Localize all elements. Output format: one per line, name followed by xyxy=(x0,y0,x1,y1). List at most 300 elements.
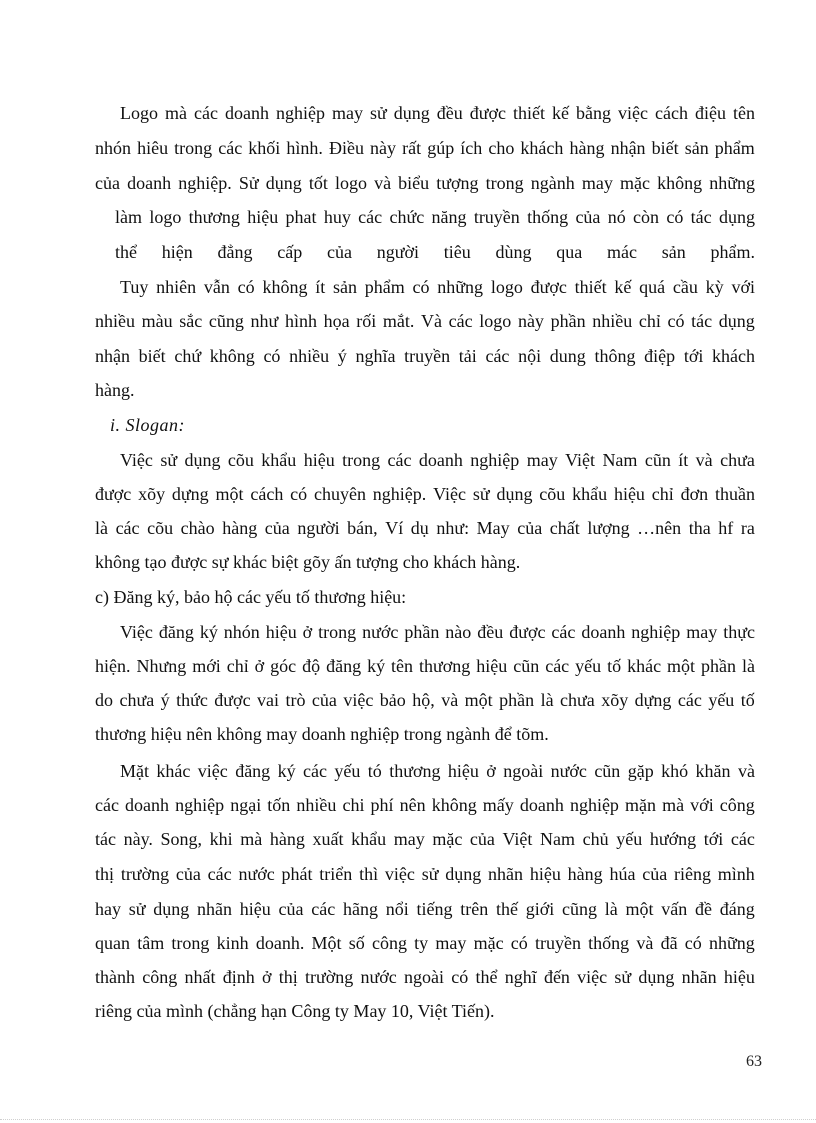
word: nên xyxy=(399,795,426,815)
page-bottom-rule xyxy=(0,1119,816,1120)
word: đề xyxy=(695,899,713,919)
word: và xyxy=(374,173,392,193)
word: dụng xyxy=(393,103,430,123)
word: nhiều xyxy=(289,346,330,366)
paragraph-registration-line-1 xyxy=(120,620,755,644)
word: dụng xyxy=(184,450,221,470)
word: khăn xyxy=(695,761,731,781)
word: không xyxy=(657,173,703,193)
word: cũn xyxy=(594,761,621,781)
word: biết xyxy=(138,346,166,366)
word: được xyxy=(530,277,567,297)
word: yếu xyxy=(708,690,735,710)
word: tác xyxy=(691,311,713,331)
word: logo xyxy=(149,207,182,227)
word: nghiệp xyxy=(470,450,520,470)
word: cách xyxy=(654,103,688,123)
word: quá xyxy=(639,277,666,297)
word: doanh xyxy=(418,450,463,470)
word: các xyxy=(311,899,336,919)
word: của xyxy=(575,207,601,227)
word: tới xyxy=(683,346,704,366)
word: nổi xyxy=(385,899,409,919)
word: biểu xyxy=(398,173,430,193)
word: nào xyxy=(445,622,472,642)
word: khẩu xyxy=(572,484,608,504)
word: biết xyxy=(651,138,679,158)
word: mà xyxy=(662,795,685,815)
word: là xyxy=(540,690,554,710)
word: Nam xyxy=(540,829,576,849)
word: các xyxy=(677,690,702,710)
word: ở xyxy=(302,622,313,642)
word: Điều xyxy=(328,138,364,158)
word: thống xyxy=(588,933,630,953)
word: dụng xyxy=(445,864,482,884)
word: tố xyxy=(740,690,755,710)
word: hiện. xyxy=(95,656,131,676)
word: logo xyxy=(479,311,512,331)
word: ngại xyxy=(230,795,262,815)
word: quan xyxy=(95,933,130,953)
word: của xyxy=(311,690,337,710)
word: tới xyxy=(703,829,724,849)
word: hiệu xyxy=(447,761,479,781)
word: doanh xyxy=(127,173,172,193)
word: công xyxy=(142,967,178,987)
word: lượng xyxy=(587,518,630,538)
word: chào xyxy=(180,518,215,538)
word: việc xyxy=(618,103,648,123)
word: Việt xyxy=(565,450,596,470)
word: ích xyxy=(460,138,483,158)
word: bán, xyxy=(347,518,378,538)
word: khách xyxy=(520,138,564,158)
word: ý xyxy=(160,690,170,710)
word: công xyxy=(371,933,407,953)
paragraph-logo-line-9: hàng. xyxy=(95,380,135,400)
word: ở xyxy=(486,761,496,781)
word: chứ xyxy=(174,346,202,366)
word: phẩm xyxy=(714,138,755,158)
word: ngoài xyxy=(403,967,444,987)
section-heading-slogan: i. Slogan: xyxy=(110,415,185,435)
word: kế xyxy=(552,103,569,123)
word: Việc xyxy=(120,450,153,470)
word: tượng xyxy=(436,173,479,193)
word: may xyxy=(526,450,558,470)
word: thương xyxy=(389,761,441,781)
word: các xyxy=(303,761,327,781)
word: chỉ xyxy=(651,484,674,504)
word: sản xyxy=(661,242,686,262)
word: nghiệp xyxy=(175,795,225,815)
word: Logo xyxy=(120,103,158,123)
word: xuất xyxy=(312,829,344,849)
word: dụng xyxy=(718,311,755,331)
word: sử xyxy=(369,103,387,123)
paragraph-logo-line-2 xyxy=(95,136,755,160)
word: ít xyxy=(315,277,326,297)
word: một xyxy=(667,656,696,676)
word: doanh xyxy=(581,622,626,642)
word: đăng xyxy=(326,656,362,676)
word: khác xyxy=(627,656,662,676)
word: may xyxy=(686,622,718,642)
word: và xyxy=(441,690,459,710)
word: không xyxy=(431,795,477,815)
word: ngoài xyxy=(503,761,544,781)
word: hiệu xyxy=(239,899,271,919)
word: mác xyxy=(607,242,637,262)
paragraph-registration-line-3 xyxy=(95,688,755,712)
word: đơn xyxy=(680,484,709,504)
word: khách xyxy=(712,346,755,366)
word: nhón xyxy=(223,622,260,642)
word: được xyxy=(214,690,251,710)
word: của xyxy=(278,899,304,919)
word: đều xyxy=(436,103,463,123)
word: trên xyxy=(460,899,489,919)
word: đều xyxy=(477,622,504,642)
word: công xyxy=(719,795,755,815)
word: khẩu xyxy=(261,450,297,470)
word: doanh xyxy=(519,795,564,815)
word: định xyxy=(222,967,255,987)
word: có xyxy=(290,484,308,504)
word: hàng xyxy=(567,864,603,884)
word: việc xyxy=(384,864,415,884)
word: có xyxy=(412,277,430,297)
word: phat xyxy=(285,207,317,227)
word: là xyxy=(742,656,755,676)
word: hàng xyxy=(222,518,258,538)
word: dựng xyxy=(171,484,209,504)
paragraph-foreign-line-3 xyxy=(95,827,755,851)
word: nghiệp. xyxy=(178,173,232,193)
word: chất xyxy=(549,518,580,538)
word: hàng xyxy=(269,829,305,849)
word: nước xyxy=(238,864,275,884)
word: phần xyxy=(701,656,737,676)
word: đáng xyxy=(719,899,755,919)
word: thuần xyxy=(714,484,755,504)
word: phần xyxy=(499,690,535,710)
word: đến xyxy=(543,967,570,987)
word: ý xyxy=(337,346,347,366)
word: yếu xyxy=(616,829,643,849)
word: thức xyxy=(176,690,208,710)
word: tên xyxy=(732,103,755,123)
word: doanh xyxy=(125,795,170,815)
word: tiêu xyxy=(443,242,471,262)
word: giới xyxy=(525,899,555,919)
word: sản xyxy=(684,138,709,158)
word: nhãn xyxy=(681,967,717,987)
word: đăng xyxy=(158,622,194,642)
paragraph-foreign-line-4 xyxy=(95,862,755,886)
paragraph-foreign-line-2 xyxy=(95,793,755,817)
word: các xyxy=(358,207,383,227)
word: góc xyxy=(270,656,297,676)
word: việc xyxy=(343,690,374,710)
word: thế xyxy=(495,899,518,919)
word: chỉ xyxy=(638,311,661,331)
word: chưa xyxy=(720,450,755,470)
word: các xyxy=(545,656,570,676)
word: Ví xyxy=(385,518,404,538)
word: phẩm. xyxy=(710,242,755,262)
word: các xyxy=(730,829,755,849)
word: chi xyxy=(342,795,365,815)
paragraph-logo-line-6 xyxy=(120,275,755,299)
word: tải xyxy=(458,346,477,366)
word: hay xyxy=(95,899,121,919)
word: và xyxy=(636,933,654,953)
word: mặc xyxy=(473,933,504,953)
paragraph-foreign-line-6 xyxy=(95,931,755,955)
word: các xyxy=(95,795,119,815)
word: trong xyxy=(342,450,381,470)
word: may xyxy=(581,173,613,193)
word: thiết xyxy=(574,277,607,297)
word: khẩu xyxy=(351,829,387,849)
word: các xyxy=(448,311,473,331)
word: chức xyxy=(389,207,425,227)
word: cầu xyxy=(672,277,698,297)
word: trong xyxy=(171,933,210,953)
word: tâm xyxy=(137,933,165,953)
word: Nhưng xyxy=(136,656,187,676)
word: may xyxy=(435,933,467,953)
word: nhãn xyxy=(488,864,524,884)
word: việc xyxy=(577,967,608,987)
word: mấy xyxy=(482,795,514,815)
word: Việc xyxy=(120,622,153,642)
word: như xyxy=(250,311,279,331)
word: nghiệp xyxy=(275,103,325,123)
word: vai xyxy=(257,690,280,710)
word: Và xyxy=(421,311,443,331)
word: chưa xyxy=(560,690,595,710)
word: hf xyxy=(718,518,734,538)
word: được xyxy=(469,103,506,123)
word: phát xyxy=(281,864,313,884)
word: người xyxy=(297,518,340,538)
word: khác xyxy=(156,761,191,781)
word: các xyxy=(194,103,218,123)
paragraph-foreign-line-1 xyxy=(120,759,755,783)
word: số xyxy=(348,933,365,953)
word: ở xyxy=(254,656,265,676)
word: được xyxy=(95,484,132,504)
word: mà xyxy=(165,103,187,123)
word: thông xyxy=(594,346,636,366)
word: thể xyxy=(475,967,498,987)
word: chuyên xyxy=(313,484,366,504)
word: nghĩ xyxy=(504,967,537,987)
word: cũn xyxy=(644,450,671,470)
word: húa xyxy=(609,864,636,884)
word: thống xyxy=(527,207,569,227)
word: cũng xyxy=(562,899,597,919)
word: bằng xyxy=(576,103,611,123)
word: các xyxy=(115,518,140,538)
word: này. xyxy=(123,829,153,849)
word: dụng xyxy=(638,967,675,987)
word: hiêu xyxy=(137,138,169,158)
word: là xyxy=(95,518,108,538)
word: do xyxy=(95,690,113,710)
word: các xyxy=(387,450,412,470)
word: khối xyxy=(248,138,281,158)
word: hiện xyxy=(161,242,193,262)
word: May xyxy=(476,518,510,538)
word: này xyxy=(370,138,397,158)
word: sử xyxy=(128,899,146,919)
paragraph-slogan-line-3 xyxy=(95,516,755,540)
word: thị xyxy=(95,864,115,884)
word: truyền xyxy=(534,933,581,953)
word: phần xyxy=(404,622,440,642)
word: phẩm xyxy=(364,277,405,297)
word: của xyxy=(264,518,290,538)
word: nước xyxy=(362,622,399,642)
word: kinh xyxy=(216,933,249,953)
word: xõy xyxy=(601,690,629,710)
word: thương xyxy=(188,207,240,227)
word: người xyxy=(376,242,419,262)
word: hình xyxy=(284,311,317,331)
word: dung xyxy=(549,346,586,366)
word: hiệu xyxy=(247,207,279,227)
word: may xyxy=(331,103,363,123)
word: trò xyxy=(285,690,306,710)
word: nhận xyxy=(95,346,130,366)
word: mắt. xyxy=(382,311,415,331)
word: có xyxy=(263,346,281,366)
word: dụng xyxy=(496,484,533,504)
word: trường xyxy=(120,864,170,884)
word: cõu xyxy=(147,518,174,538)
word: nhiều xyxy=(592,311,633,331)
word: cõu xyxy=(539,484,566,504)
word: trong xyxy=(174,138,213,158)
word: cho xyxy=(488,138,515,158)
word: cũn xyxy=(513,656,540,676)
paragraph-logo-line-5 xyxy=(115,240,755,264)
word: qua xyxy=(556,242,583,262)
paragraph-logo-line-4 xyxy=(115,205,755,229)
word: rối xyxy=(356,311,377,331)
word: …nên xyxy=(637,518,682,538)
word: có xyxy=(666,207,684,227)
paragraph-slogan-line-2 xyxy=(95,482,755,506)
word: nhiều xyxy=(296,795,337,815)
word: kỳ xyxy=(705,277,724,297)
word: phần xyxy=(550,311,586,331)
word: dụ xyxy=(410,518,429,538)
word: may xyxy=(393,829,425,849)
word: mình xyxy=(717,864,755,884)
paragraph-registration-line-4: thương hiệu nên không may doanh nghiệp trong ngành để tõm. xyxy=(95,724,549,744)
word: của xyxy=(95,173,120,193)
word: ty xyxy=(414,933,429,953)
word: hàng xyxy=(569,138,605,158)
word: tiếng xyxy=(416,899,453,919)
word: bảo xyxy=(379,690,406,710)
word: sử xyxy=(614,967,632,987)
word: hiệu xyxy=(265,622,297,642)
word: chỉ xyxy=(226,656,249,676)
word: hộ, xyxy=(412,690,435,710)
word: nhiên xyxy=(156,277,197,297)
word: làm xyxy=(115,207,142,227)
word: cấp xyxy=(277,242,303,262)
word: với xyxy=(690,795,714,815)
paragraph-logo-line-1 xyxy=(120,101,755,125)
word: hiệu xyxy=(723,967,755,987)
word: một xyxy=(625,899,654,919)
word: sử xyxy=(421,864,439,884)
word: nhiều xyxy=(95,311,135,331)
word: tố xyxy=(607,656,622,676)
word: ra xyxy=(740,518,755,538)
word: việc xyxy=(197,761,228,781)
word: dùng xyxy=(495,242,532,262)
word: sử xyxy=(472,484,490,504)
word: logo xyxy=(334,173,367,193)
word: dụng xyxy=(153,899,190,919)
word: rất xyxy=(402,138,422,158)
word: hình. xyxy=(286,138,323,158)
paragraph-foreign-line-7 xyxy=(95,965,755,989)
word: nghiệp xyxy=(569,795,619,815)
word: gúp xyxy=(427,138,455,158)
word: doanh. xyxy=(255,933,305,953)
word: ký xyxy=(199,622,218,642)
word: cũng xyxy=(208,311,244,331)
word: không xyxy=(262,277,308,297)
word: Song, xyxy=(160,829,203,849)
word: cách xyxy=(250,484,284,504)
word: chủ xyxy=(582,829,609,849)
word: ở xyxy=(261,967,272,987)
word: điệu xyxy=(694,103,726,123)
word: Việc xyxy=(433,484,467,504)
word: cõu xyxy=(227,450,254,470)
word: Nam xyxy=(602,450,638,470)
word: mặc xyxy=(432,829,463,849)
word: truyền xyxy=(404,346,451,366)
word: độ xyxy=(302,656,321,676)
word: nghĩa xyxy=(355,346,396,366)
word: Tuy xyxy=(120,277,149,297)
word: nhón xyxy=(95,138,131,158)
paragraph-foreign-line-5 xyxy=(95,897,755,921)
word: có xyxy=(451,967,469,987)
word: của xyxy=(517,518,543,538)
word: sản xyxy=(332,277,357,297)
word: sắc xyxy=(179,311,203,331)
word: những xyxy=(437,277,484,297)
word: truyền xyxy=(473,207,520,227)
word: có xyxy=(684,933,702,953)
word: tó xyxy=(367,761,382,781)
word: tên xyxy=(391,656,414,676)
word: mà xyxy=(240,829,263,849)
paragraph-registration-line-2 xyxy=(95,654,755,678)
